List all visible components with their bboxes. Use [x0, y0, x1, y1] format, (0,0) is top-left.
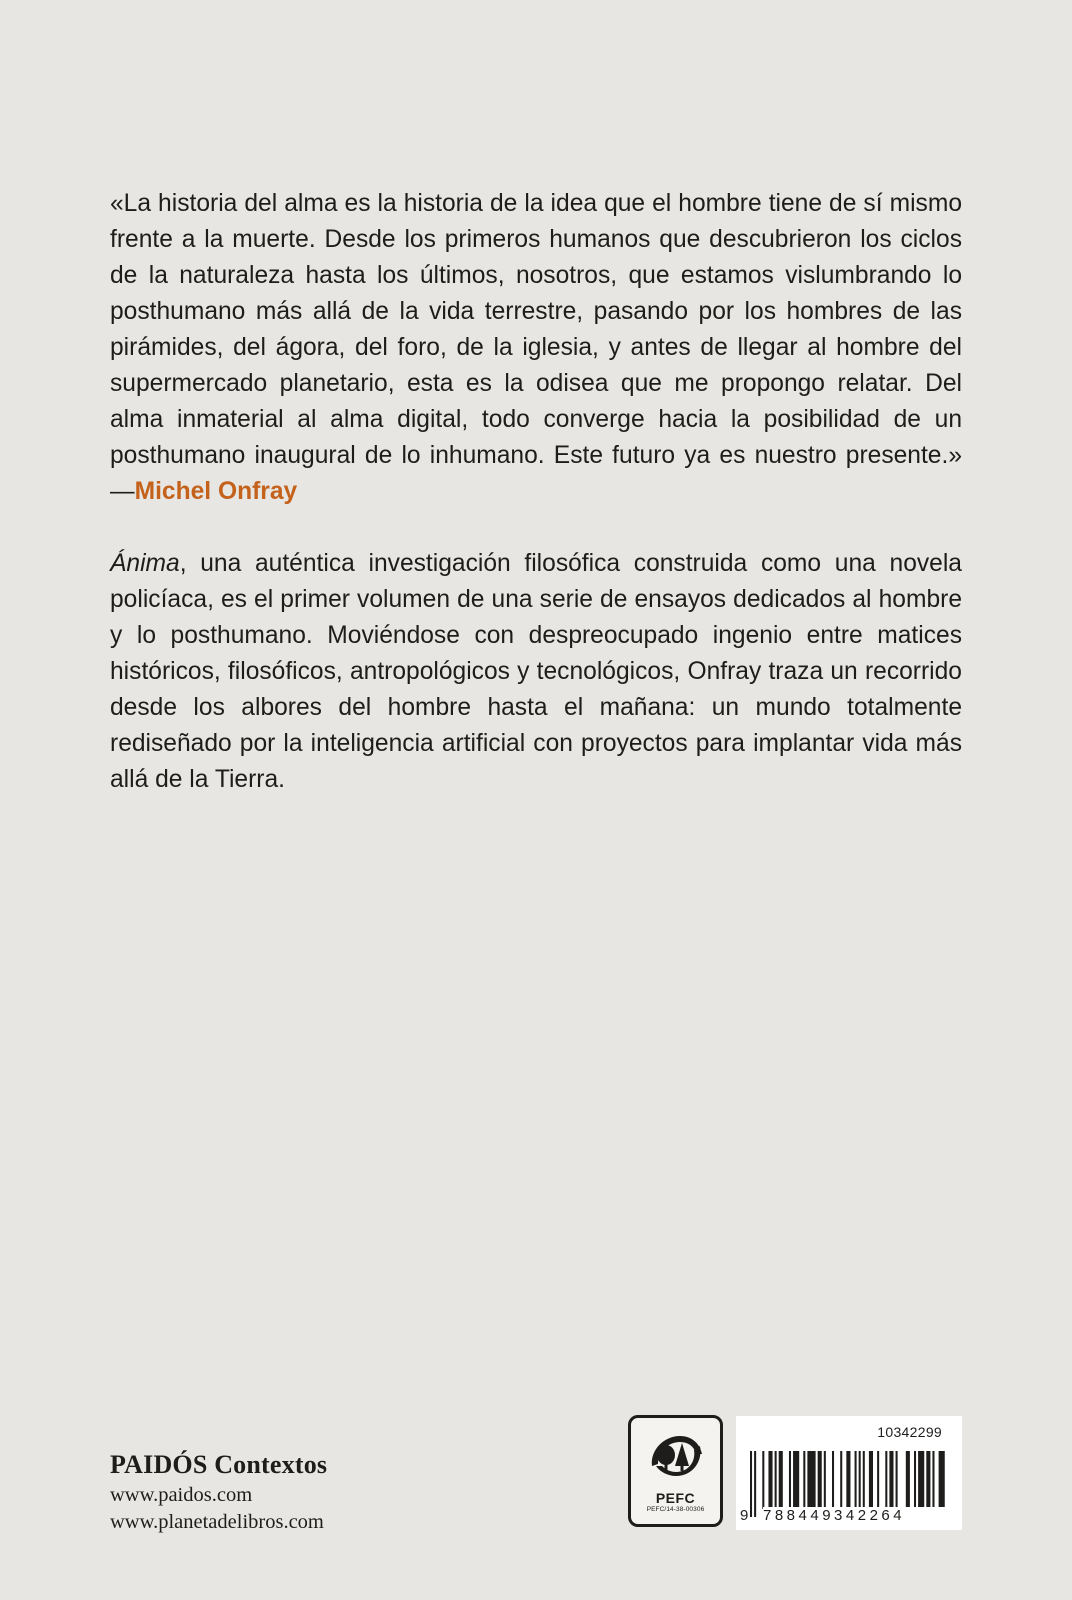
barcode-bar	[906, 1451, 910, 1509]
barcode-bar	[754, 1451, 756, 1517]
barcode-bar	[818, 1451, 822, 1509]
pefc-tree-logo-icon	[646, 1428, 706, 1484]
barcode-bar	[840, 1451, 842, 1509]
isbn-digits: 788449342264	[763, 1507, 957, 1524]
back-cover-quote	[110, 186, 962, 510]
quote-author: Michel Onfray	[134, 478, 298, 505]
barcode-bar	[789, 1451, 791, 1509]
barcode-bar	[807, 1451, 815, 1509]
barcode-bar	[779, 1451, 783, 1509]
quote-text: «La historia del alma es la historia de la idea que el hombre tiene de sí mismo frente a la muerte. Desde los primeros humanos que descubrieron los ciclos de la naturaleza hasta los últimos, nosotros, que estamos vislumbrando lo posthumano más allá de la vida terrestre, pasando por los hombres de las pirámides, del ágora, del foro, de la iglesia, y antes de llegar al hombre del supermercado planetario, esta es la odisea que me propongo relatar. Del alma inmaterial al alma digital, todo converge hacia la posibilidad de un posthumano inaugural de lo inhumano. Este futuro ya es nuestro presente.»	[110, 190, 962, 469]
isbn-barcode	[736, 1416, 962, 1530]
barcode-bar	[889, 1451, 893, 1509]
barcode-bar	[932, 1451, 934, 1509]
barcode-bar	[859, 1451, 861, 1509]
pefc-certification-badge	[628, 1415, 723, 1527]
barcode-bar	[803, 1451, 805, 1509]
barcode-bar	[939, 1451, 945, 1509]
barcode-bar	[918, 1451, 924, 1509]
description-text: , una auténtica investigación filosófica construida como una novela policíaca, es el primer volumen de una serie de ensayos dedicados al hombre y lo posthumano. Moviéndose con despreocupado ingenio entre matices históricos, filosóficos, antropológicos y tecnológicos, Onfray traza un recorrido desde los albores del hombre hasta el mañana: un mundo totalmente rediseñado por la inteligencia artificial con proyectos para implantar vida más allá de la Tierra.	[110, 550, 962, 793]
barcode-bar	[775, 1451, 777, 1509]
isbn-first-digit: 9	[740, 1507, 749, 1524]
barcode-bar	[762, 1451, 764, 1509]
barcode-bar	[855, 1451, 857, 1509]
barcode-bar	[750, 1451, 752, 1517]
publisher-imprint: PAIDÓS Contextos	[110, 1450, 328, 1479]
barcode-bar	[914, 1451, 916, 1509]
barcode-bar	[768, 1451, 772, 1509]
barcode-bar	[926, 1451, 930, 1509]
barcode-bar	[846, 1451, 850, 1509]
barcode-bar	[896, 1451, 898, 1509]
publisher-website-2: www.planetadelibros.com	[110, 1511, 324, 1533]
publisher-website-1: www.paidos.com	[110, 1484, 253, 1506]
barcode-bar	[869, 1451, 873, 1509]
quote-dash: —	[110, 478, 135, 505]
barcode-bar	[885, 1451, 887, 1509]
book-title: Ánima	[110, 550, 180, 577]
barcode-bar	[863, 1451, 865, 1509]
book-description	[110, 546, 962, 798]
barcode-bar	[832, 1451, 834, 1509]
barcode-bar	[793, 1451, 799, 1509]
internal-product-code: 10342299	[877, 1424, 942, 1440]
barcode-bar	[824, 1451, 826, 1509]
pefc-code: PEFC/14-38-00306	[646, 1506, 705, 1513]
pefc-label: PEFC	[655, 1490, 696, 1506]
barcode-bar	[877, 1451, 879, 1509]
publisher-info	[110, 1448, 327, 1536]
